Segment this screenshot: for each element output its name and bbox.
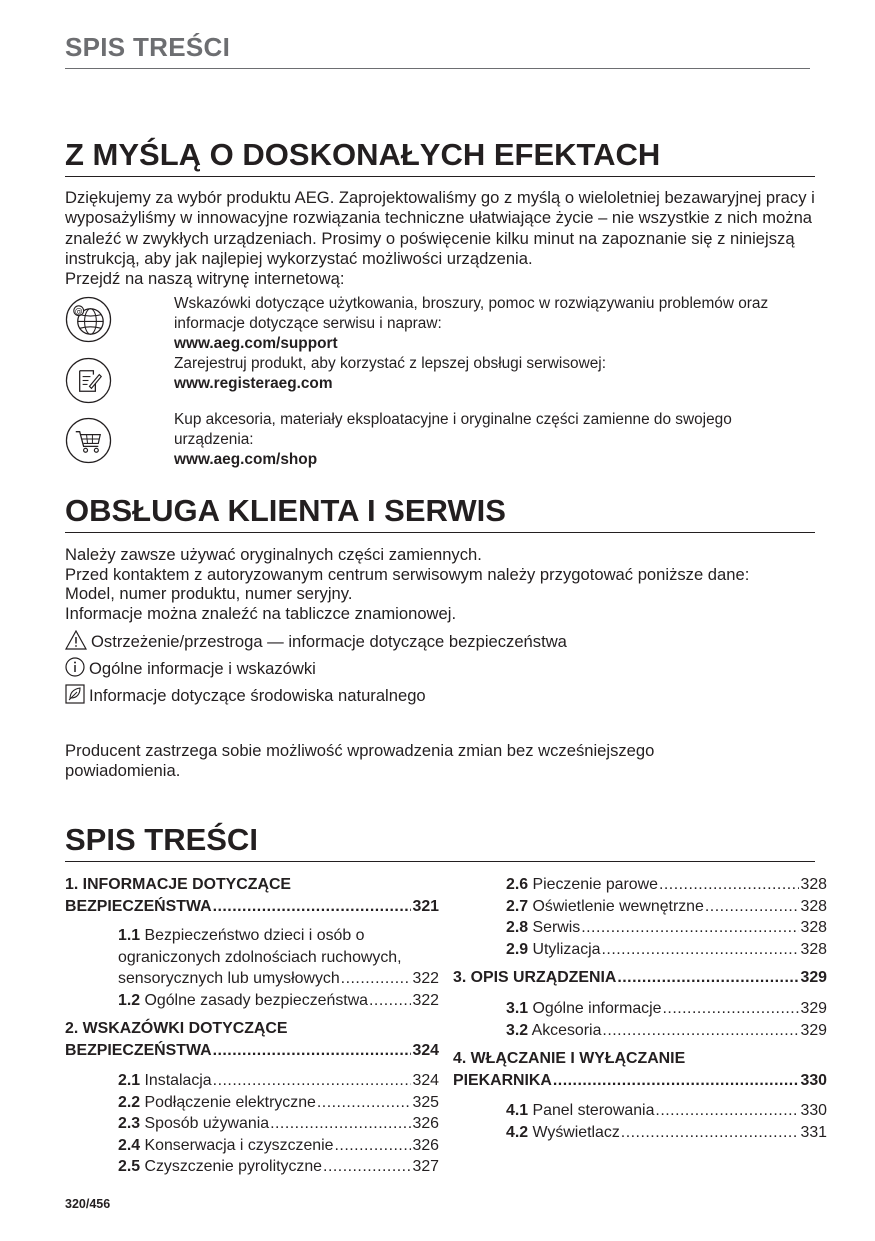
toc-item-3-1-link[interactable] (506, 998, 827, 1020)
toc-item-number: 3.2 (506, 1021, 529, 1039)
intro-text: Dziękujemy za wybór produktu AEG. Zaprojektowaliśmy go z myślą o wieloletniej bezawaryjnej pracy i wyposażyliśmy w innowacyjne rozwiązania techniczne ułatwiające życie – nie wszystkie z nich można znaleźć w zwykłych urządzeniach. Prosimy o poświęcenie kilku minut na zapoznanie się z niniejszą instrukcją, aby jak najlepiej wykorzystać możliwości urządzenia. (65, 188, 815, 268)
toc-item-4-2-link[interactable] (506, 1122, 827, 1144)
toc-item-2-5-link[interactable] (118, 1156, 439, 1178)
toc-item-label: Konserwacja i czyszczenie (144, 1136, 334, 1154)
toc-item-text: Bezpieczeństwo dzieci i osób o (144, 927, 365, 944)
toc-page-number: 331 (800, 1123, 827, 1141)
toc-item-label: Podłączenie elektryczne (144, 1093, 316, 1111)
toc-item-1-2-link[interactable] (118, 990, 439, 1012)
toc-chapter-2-link[interactable] (65, 1040, 439, 1062)
toc-page-number: 328 (800, 876, 827, 893)
toc-chapter-heading: 2. WSKAZÓWKI DOTYCZĄCE (65, 1020, 288, 1037)
toc-item-number: 2.2 (118, 1093, 141, 1111)
toc-chapter-label: PIEKARNIKA (453, 1071, 552, 1089)
toc-page-number: 330 (800, 1102, 827, 1119)
toc-chapter-3-link[interactable] (453, 967, 827, 989)
toc-item-2-8-link[interactable] (506, 917, 827, 939)
toc-item-label: sensorycznych lub umysłowych (118, 970, 340, 987)
toc-page-number: 330 (800, 1071, 827, 1089)
toc-item-label: Serwis (532, 919, 581, 936)
toc-item-number: 2.7 (506, 897, 529, 915)
toc-title: SPIS TREŚCI (65, 824, 815, 862)
running-header (65, 32, 810, 69)
toc-item-label: Czyszczenie pyrolityczne (144, 1158, 323, 1175)
toc-item-number: 2.6 (506, 876, 529, 893)
running-header-title: SPIS TREŚCI (65, 32, 231, 62)
toc-item-label: Panel sterowania (532, 1102, 655, 1119)
toc-item-2-7-link[interactable] (506, 896, 827, 918)
toc-item-label: Sposób używania (144, 1115, 270, 1132)
intro-paragraph (65, 188, 815, 289)
toc-item-label: Pieczenie parowe (532, 876, 658, 893)
toc-page-number: 329 (800, 969, 827, 986)
toc-item-1-1-link[interactable] (118, 968, 439, 990)
shop-description: Kup akcesoria, materiały eksploatacyjne i oryginalne części zamienne do swojego urządzenia: (174, 411, 732, 448)
toc-chapter-heading: 4. WŁĄCZANIE I WYŁĄCZANIE (453, 1050, 686, 1067)
toc-page-number: 322 (412, 991, 439, 1009)
toc-right-sub-1 (506, 874, 827, 960)
shop-link-block (174, 410, 814, 470)
support-url-link[interactable]: www.aeg.com/support (174, 335, 338, 352)
toc-item-number: 2.9 (506, 940, 529, 958)
toc-item-2-1-link[interactable] (118, 1070, 439, 1092)
toc-item-label: Instalacja (144, 1072, 212, 1089)
register-link-block (174, 354, 814, 394)
toc-page-number: 326 (412, 1115, 439, 1132)
toc-item-label: Akcesoria (531, 1021, 602, 1039)
toc-right-sub-4 (506, 1100, 827, 1143)
toc-item-number: 1.1 (118, 927, 141, 944)
toc-right-group-3 (453, 967, 827, 989)
toc-page-number: 322 (412, 970, 439, 987)
svg-text:@: @ (74, 306, 83, 316)
toc-item-2-2-link[interactable] (118, 1092, 439, 1114)
toc-item-number: 2.1 (118, 1072, 141, 1089)
shop-url-link[interactable]: www.aeg.com/shop (174, 451, 318, 468)
toc-chapter-1-link[interactable] (65, 896, 439, 918)
toc-chapter-label: BEZPIECZEŃSTWA (65, 897, 212, 915)
toc-item-label: Wyświetlacz (532, 1123, 620, 1141)
toc-item-number: 2.3 (118, 1115, 141, 1132)
info-icon (65, 657, 85, 677)
toc-item-number: 2.5 (118, 1158, 141, 1175)
service-line: Należy zawsze używać oryginalnych części zamiennych. (65, 545, 482, 564)
toc-page-number: 321 (412, 897, 439, 915)
legend-info-text: Ogólne informacje i wskazówki (89, 659, 316, 678)
toc-chapter-heading: 1. INFORMACJE DOTYCZĄCE (65, 876, 292, 893)
register-description: Zarejestruj produkt, aby korzystać z lepszej obsługi serwisowej: (174, 355, 606, 372)
legend-environment (65, 684, 815, 706)
toc-item-3-2-link[interactable] (506, 1020, 827, 1042)
toc-left-sub-1 (118, 925, 439, 1011)
toc-page-number: 328 (800, 940, 827, 958)
visit-website-text: Przejdź na naszą witrynę internetową: (65, 269, 345, 289)
support-link-block (174, 294, 814, 354)
legend-info (65, 657, 815, 679)
toc-page-number: 326 (412, 1136, 439, 1154)
toc-item-2-4-link[interactable] (118, 1135, 439, 1157)
service-line: Model, numer produktu, numer seryjny. (65, 584, 353, 603)
toc-item-number: 1.2 (118, 991, 141, 1009)
toc-page-number: 325 (412, 1093, 439, 1111)
toc-chapter-label: BEZPIECZEŃSTWA (65, 1041, 212, 1059)
toc-item-label: Ogólne zasady bezpieczeństwa (144, 991, 369, 1009)
legend-warning-text: Ostrzeżenie/przestroga — informacje dotyczące bezpieczeństwa (91, 632, 567, 651)
support-description: Wskazówki dotyczące użytkowania, broszury, pomoc w rozwiązywaniu problemów oraz informacje dotyczące serwisu i napraw: (174, 295, 769, 332)
toc-item-number: 3.1 (506, 1000, 529, 1017)
section-title-perfect-results: Z MYŚLĄ O DOSKONAŁYCH EFEKTACH (65, 139, 815, 177)
legend-environment-text: Informacje dotyczące środowiska naturalnego (89, 686, 426, 705)
service-info-paragraph (65, 545, 815, 623)
toc-left-group-2 (65, 1018, 439, 1061)
toc-item-label: Ogólne informacje (532, 1000, 662, 1017)
toc-page-number: 329 (800, 1021, 827, 1039)
registration-icon (65, 357, 112, 404)
toc-item-line: ograniczonych zdolnościach ruchowych, (118, 948, 402, 966)
toc-item-label: Utylizacja (532, 940, 601, 958)
shopping-cart-icon (65, 417, 112, 464)
toc-page-number: 329 (800, 1000, 827, 1017)
toc-item-2-6-link[interactable] (506, 874, 827, 896)
toc-item-label: Oświetlenie wewnętrzne (532, 897, 704, 915)
page-number: 320/456 (65, 1197, 111, 1211)
toc-item-number: 4.2 (506, 1123, 529, 1141)
toc-page-number: 328 (800, 919, 827, 936)
toc-left-group-1 (65, 874, 439, 917)
toc-item-number: 4.1 (506, 1102, 529, 1119)
toc-page-number: 328 (800, 897, 827, 915)
toc-item-line (118, 925, 439, 947)
legend-warning (65, 630, 815, 652)
toc-page-number: 324 (412, 1072, 439, 1089)
toc-page-number: 327 (412, 1158, 439, 1175)
disclaimer: Producent zastrzega sobie możliwość wprowadzenia zmian bez wcześniejszego powiadomienia. (65, 741, 655, 781)
toc-right-sub-3 (506, 998, 827, 1041)
toc-left-sub-2 (118, 1070, 439, 1178)
register-url-link[interactable]: www.registeraeg.com (174, 375, 333, 392)
toc-right-group-4 (453, 1048, 827, 1091)
toc-item-2-3-link[interactable] (118, 1113, 439, 1135)
toc-item-number: 2.4 (118, 1136, 141, 1154)
leaf-icon (65, 684, 85, 704)
toc-page-number: 324 (412, 1041, 439, 1059)
toc-chapter-4-link[interactable] (453, 1070, 827, 1092)
section-title-customer-service: OBSŁUGA KLIENTA I SERWIS (65, 495, 815, 533)
service-line: Informacje można znaleźć na tabliczce znamionowej. (65, 603, 457, 623)
service-line: Przed kontaktem z autoryzowanym centrum serwisowym należy przygotować poniższe dane: (65, 564, 750, 584)
warning-icon (65, 630, 87, 650)
toc-item-2-9-link[interactable] (506, 939, 827, 961)
toc-item-4-1-link[interactable] (506, 1100, 827, 1122)
toc-chapter-label: 3. OPIS URZĄDZENIA (453, 969, 617, 986)
toc-item-number: 2.8 (506, 919, 529, 936)
globe-icon (65, 296, 112, 343)
